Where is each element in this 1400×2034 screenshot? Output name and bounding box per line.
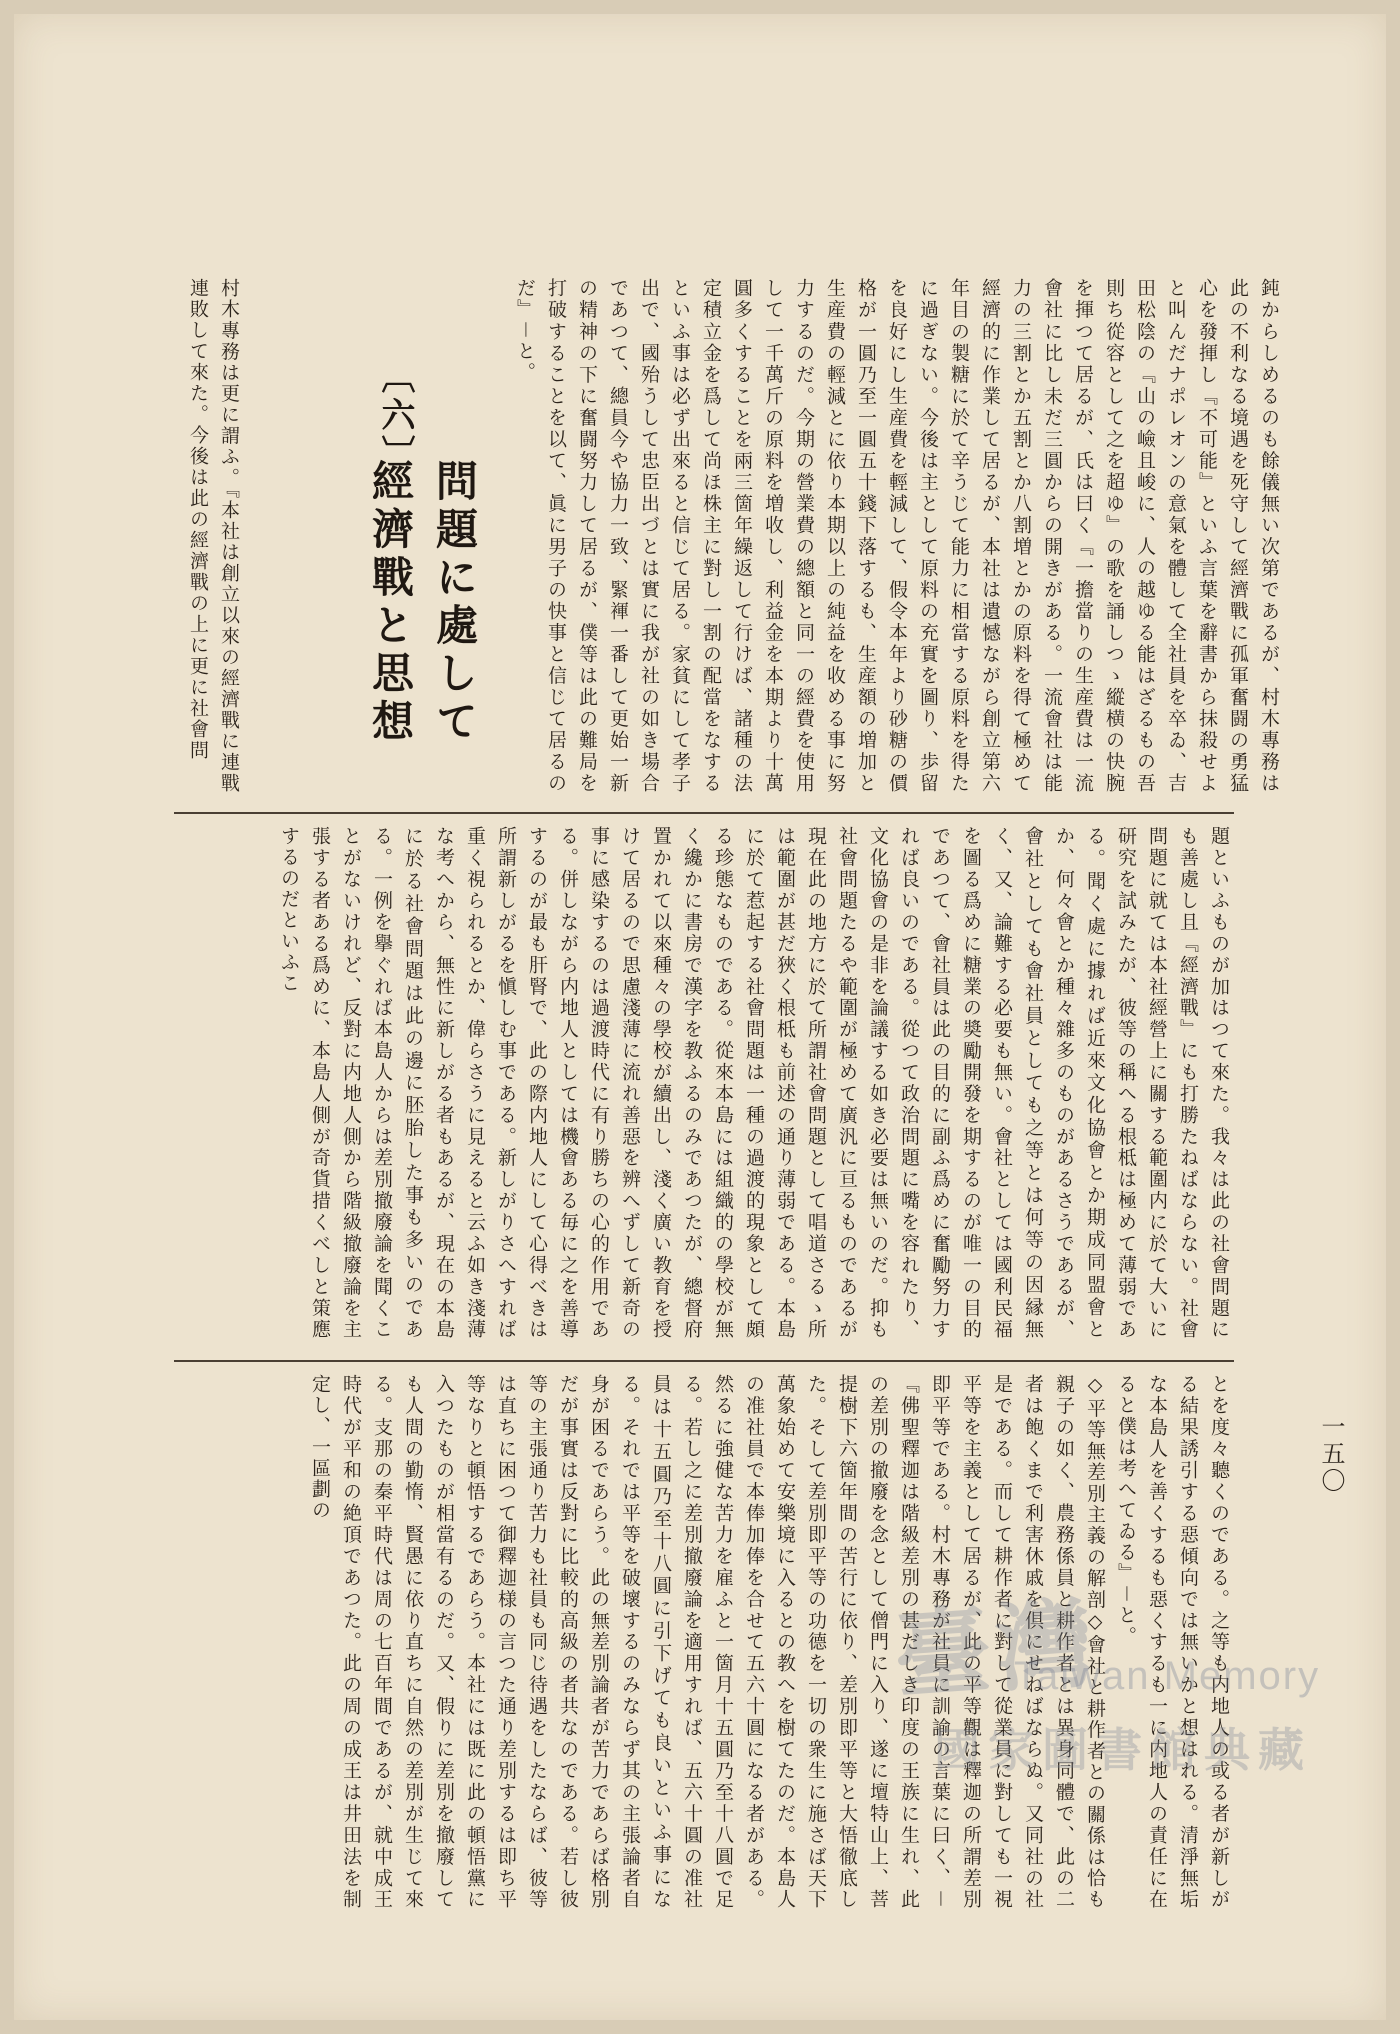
column-divider-top <box>174 812 1234 814</box>
section-heading <box>354 359 504 779</box>
book-page <box>14 14 1386 2020</box>
section-number: 〔六〕 <box>375 359 415 473</box>
body-text-top-left: 村木專務は更に謂ふ。『本社は創立以來の經濟戰に連戰連敗して來た。今後は此の經濟戰の上に更に社會問 <box>187 278 240 794</box>
page-number: 一五〇 <box>1317 1414 1345 1495</box>
column-divider-bottom <box>174 1360 1234 1362</box>
section-title-line1: 經濟戰と思想 <box>366 459 415 747</box>
watermark-english: Taiwan Memory <box>1014 1654 1321 1698</box>
section-title-line2: 問題に處して <box>430 459 479 747</box>
body-text-middle: 題といふものが加はつて來た。我々は此の社會問題にも善處し且『經濟戰』にも打勝たねばならない。社會問題に就ては本社經營上に關する範圍内に於て大いに研究を試みたが、彼等の稱へる根柢は極めて薄弱である。聞く處に據れば近來文化協會とか期成同盟會とか、何々會とか種々雜多のものがあるさうであるが、會社としても會社員としても之等とは何等の因縁無く、又、論難する必要も無い。會社としては國利民福を圖る爲めに糖業の奬勵開發を期するのが唯一の目的であつて、會社員は此の目的に副ふ爲めに奮勵努力すれば良いのである。從つて政治問題に嘴を容れたり、文化協會の是非を論議する如き必要は無いのだ。抑も社會問題たるや範圍が極めて廣汎に亘るものであるが現在此の地方に於て所謂社會問題として唱道さるゝ所は範圍が甚だ狹く根柢も前述の通り薄弱である。本島に於て惹起する社會問題は一種の過渡的現象として頗る珍態なものである。從來本島には組織的の學校が無く纔かに書房で漢字を教ふるのみであつたが、總督府置かれて以來種々の學校が續出し、淺く廣い教育を授けて居るので思慮淺薄に流れ善惡を辨へずして新奇の事に感染するのは過渡時代に有り勝ちの心的作用である。併しながら内地人としては機會ある毎に之を善導するのが最も肝腎で、此の際内地人にして心得べきは所謂新しがるを愼しむ事である。新しがりさへすれば重く視られるとか、偉らさうに見えると云ふ如き淺薄な考へから、無性に新しがる者もあるが、現在の本島に於る社會問題は此の邊に胚胎した事も多いのである。一例を擧ぐれば本島人からは差別撤廢論を聞くことがないけれど、反對に内地人側から階級撤廢論を主張する者ある爲めに、本島人側が奇貨措くべしと策應するのだといふこ <box>278 826 1230 1340</box>
body-text-bottom: とを度々聽くのである。之等も内地人の或る者が新しがる結果誘引する惡傾向では無いかと想はれる。清淨無垢な本島人を善くするも惡くするも一に内地人の責任に在ると僕は考へてゐる』－と。 ◇平等無差別主義の解剖◇會社と耕作者との關係は恰も親子の如く、農務係員と耕作者とは異身同體で、此の二者は飽くまで利害休戚を倶にせねばならぬ。又同社の社是である。而して耕作者に對して從業員に對しても一視平等を主義として居るが、此の平等觀は釋迦の所謂差別即平等である。村木專務が社員に訓諭の言葉に曰く、－『佛聖釋迦は階級差別の甚だしき印度の王族に生れ、此の差別の撤廢を念として僧門に入り、遂に壇特山上、菩提樹下六箇年間の苦行に依り、差別即平等と大悟徹底した。そして差別即平等の功德を一切の衆生に施さば天下萬象始めて安樂境に入るとの教へを樹てたのだ。本島人の准社員で本俸加俸を合せて五六十圓になる者がある。然るに強健な苦力を雇ふと一箇月十五圓乃至十八圓で足る。若し之に差別撤廢論を適用すれば、五六十圓の准社員は十五圓乃至十八圓に引下げても良いといふ事になる。それでは平等を破壞するのみならず其の主張論者自身が困るであらう。此の無差別論者が苦力であらば格別だが事實は反對に比較的高級の者共なのである。若し彼等の主張通り苦力も社員も同じ待遇をしたならば、彼等は直ちに困つて御釋迦様の言つた通り差別するは即ち平等なりと頓悟するであらう。本社には既に此の頓悟黨に入つたものが相當有るのだ。又、假りに差別を撤廢しても人間の勤惰、賢愚に依り直ちに自然の差別が生じて來る。支那の秦平時代は周の七百年間であるが、就中成王時代が平和の絶頂であつた。此の周の成王は井田法を制定し、一區劃の <box>309 1374 1230 1910</box>
watermark-logo: 臺灣 <box>890 1586 1103 1713</box>
body-text-top-right: 鈍からしめるのも餘儀無い次第であるが、村木專務は此の不利なる境遇を死守して經濟戰に孤軍奮闘の勇猛心を發揮し『不可能』といふ言葉を辭書から抹殺せよと叫んだナポレオンの意氣を體して全社員を卒ゐ、吉田松陰の『山の嶮且峻に、人の越ゆる能はざるもの吾則ち從容として之を超ゆ』の歌を誦しつゝ縱横の快腕を揮つて居るが、氏は曰く『一擔當りの生産費は一流會社に比し未だ三圓からの開きがある。一流會社は能力の三割とか五割とか八割増とかの原料を得て極めて經濟的に作業して居るが、本社は遺憾ながら創立第六年目の製糖に於て辛うじて能力に相當する原料を得たに過ぎない。今後は主として原料の充實を圖り、歩留を良好にし生産費を輕減して、假令本年より砂糖の價格が一圓乃至一圓五十錢下落するも、生産額の増加と生産費の輕減とに依り本期以上の純益を收める事に努力するのだ。今期の營業費の總額と同一の經費を使用して一千萬斤の原料を増收し、利益金を本期より十萬圓多くすることを兩三箇年繰返して行けば、諸種の法定積立金を爲して尚ほ株主に對し一割の配當をなするといふ事は必ず出來ると信じて居る。家貧にして孝子出で、國殆うして忠臣出づとは實に我が社の如き場合であつて、總員今や協力一致、緊褌一番して更始一新の精神の下に奮闘努力して居るが、僕等は此の難局を打破することを以て、眞に男子の快事と信じて居るのだ』－と。 <box>514 278 1280 794</box>
watermark-library: 國家圖書館典藏 <box>934 1723 1312 1777</box>
